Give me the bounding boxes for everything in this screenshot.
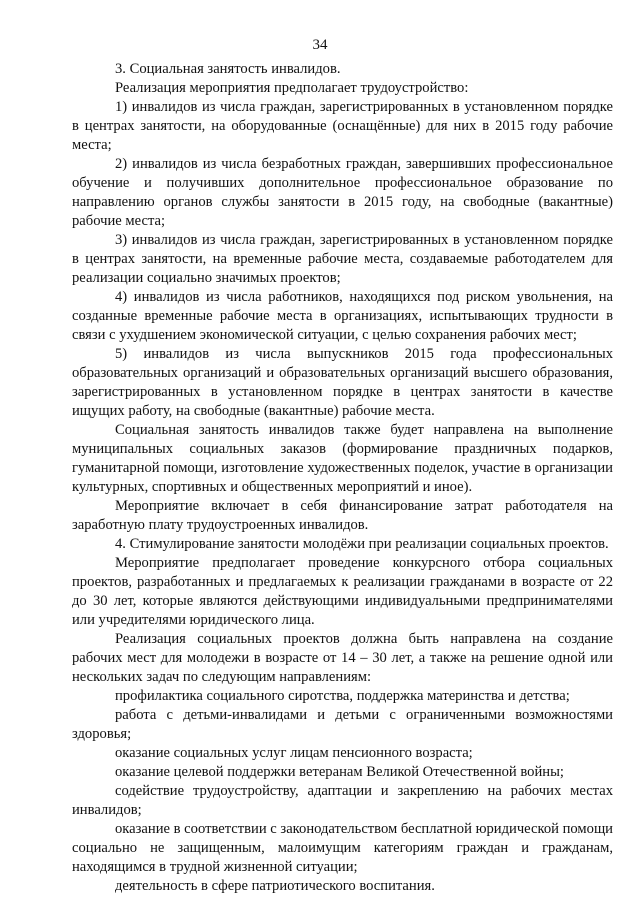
list-item-1: 1) инвалидов из числа граждан, зарегистрированных в установленном порядке в центрах занятости, на оборудованные (оснащённые) для них в 2015 году рабочие места;	[72, 99, 613, 153]
direction-item-1: профилактика социального сиротства, поддержка материнства и детства;	[115, 688, 570, 704]
section-heading-youth-employment: 4. Стимулирование занятости молодёжи при реализации социальных проектов.	[115, 536, 609, 552]
direction-item-3: оказание социальных услуг лицам пенсионного возраста;	[115, 745, 473, 761]
direction-item-6: оказание в соответствии с законодательством бесплатной юридической помощи социально не защищенным, малоимущим категориям граждан и гражданам, находящимся в трудной жизненной ситуации;	[72, 821, 613, 875]
list-item-4: 4) инвалидов из числа работников, находящихся под риском увольнения, на созданные временные рабочие места в организациях, испытывающих трудности в связи с ухудшением экономической ситуации, с целью сохранения рабочих мест;	[72, 289, 613, 343]
paragraph-competition: Мероприятие предполагает проведение конкурсного отбора социальных проектов, разработанных и предлагаемых к реализации гражданами в возрасте от 22 до 30 лет, которые являются действующими индивидуальными предпринимателями или учредителями юридического лица.	[72, 555, 613, 628]
paragraph-financing: Мероприятие включает в себя финансирование затрат работодателя на заработную плату трудоустроенных инвалидов.	[72, 498, 613, 533]
list-item-5: 5) инвалидов из числа выпускников 2015 года профессиональных образовательных организаций и образовательных организаций высшего образования, зарегистрированных в установленном порядке в центрах занятости в качестве ищущих работу, на свободные (вакантные) рабочие места.	[72, 346, 613, 419]
paragraph-intro: Реализация мероприятия предполагает трудоустройство:	[115, 80, 469, 96]
direction-item-2: работа с детьми-инвалидами и детьми с ограниченными возможностями здоровья;	[72, 707, 613, 742]
direction-item-7: деятельность в сфере патриотического воспитания.	[115, 878, 435, 894]
document-body	[72, 60, 613, 896]
direction-item-5: содействие трудоустройству, адаптации и закреплению на рабочих местах инвалидов;	[72, 783, 613, 818]
paragraph-social-orders: Социальная занятость инвалидов также будет направлена на выполнение муниципальных социальных заказов (формирование праздничных подарков, гуманитарной помощи, изготовление художественных поделок, участие в организации культурных, спортивных и общественных мероприятий и иное).	[72, 422, 613, 495]
list-item-2: 2) инвалидов из числа безработных граждан, завершивших профессиональное обучение и получивших дополнительное профессиональное образование по направлению органов службы занятости в 2015 году, на свободные (вакантные) рабочие места;	[72, 156, 613, 229]
page-number: 34	[312, 37, 328, 53]
direction-item-4: оказание целевой поддержки ветеранам Великой Отечественной войны;	[115, 764, 564, 780]
section-heading-disabled-employment: 3. Социальная занятость инвалидов.	[115, 61, 341, 77]
list-item-3: 3) инвалидов из числа граждан, зарегистрированных в установленном порядке в центрах занятости, на временные рабочие места, создаваемые работодателем для реализации социально значимых проектов;	[72, 232, 613, 286]
paragraph-directions: Реализация социальных проектов должна быть направлена на создание рабочих мест для молодежи в возрасте от 14 – 30 лет, а также на решение одной или нескольких задач по следующим направлениям:	[72, 631, 613, 685]
